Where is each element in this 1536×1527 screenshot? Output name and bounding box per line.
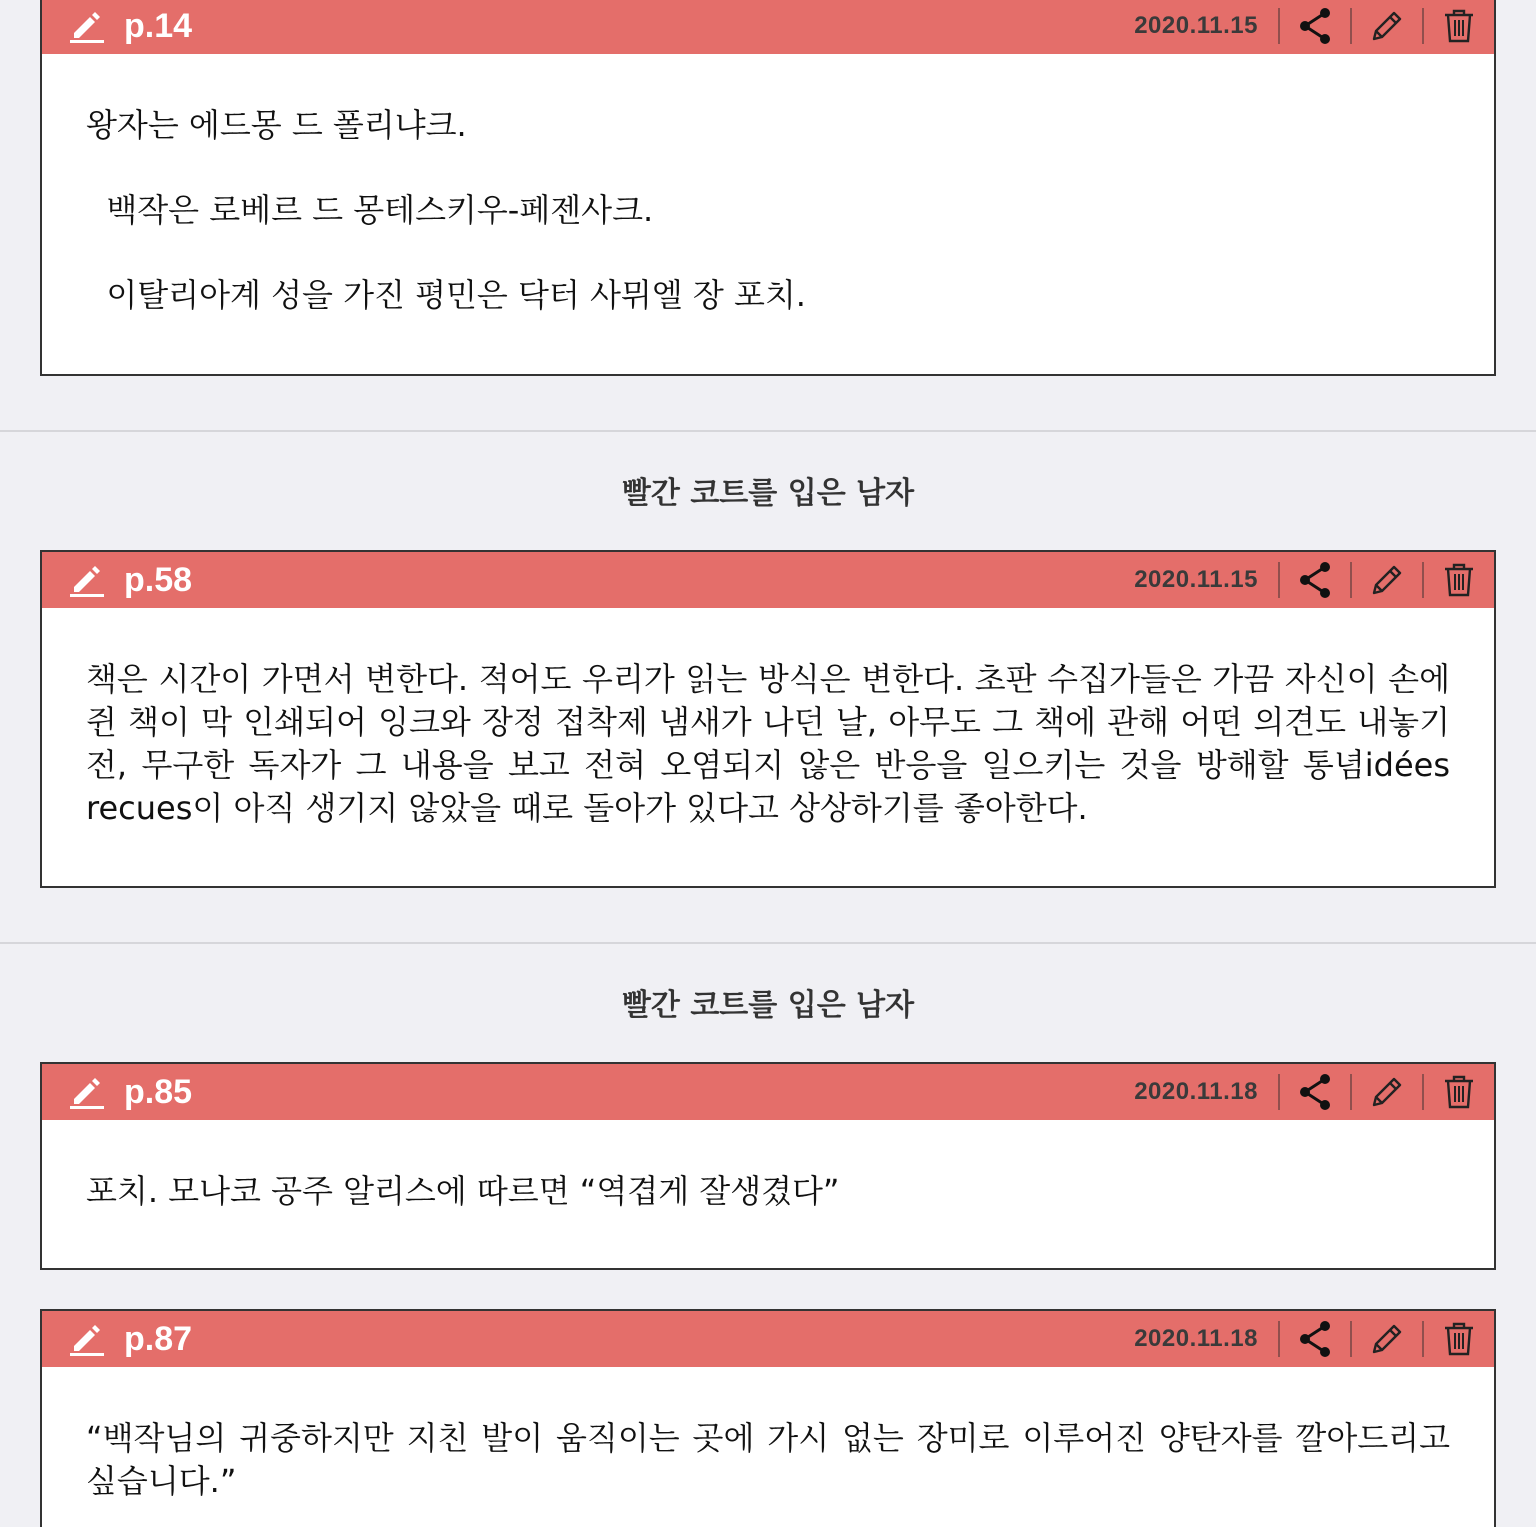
delete-button[interactable] [1424, 0, 1494, 54]
page-number: p.87 [124, 1319, 193, 1358]
quote-text [42, 1367, 1494, 1503]
edit-button[interactable] [1352, 1311, 1422, 1367]
quote-text [42, 1120, 1494, 1213]
book-title: 빨간 코트를 입은 남자 [621, 476, 915, 511]
share-icon [1297, 1320, 1333, 1358]
divider-line [1278, 8, 1280, 44]
pencil-icon [1370, 1322, 1404, 1356]
divider-line [1422, 562, 1424, 598]
divider-line [1350, 562, 1352, 598]
book-title: 빨간 코트를 입은 남자 [621, 988, 915, 1023]
quote-paragraph: 포치. 모나코 공주 알리스에 따르면 “역겹게 잘생겼다” [86, 1172, 840, 1210]
divider-line [1422, 8, 1424, 44]
page-number: p.14 [124, 6, 193, 45]
quote-paragraph: 이탈리아계 성을 가진 평민은 닥터 사뮈엘 장 포치. [86, 276, 806, 314]
edit-button[interactable] [1352, 0, 1422, 54]
trash-icon [1443, 1074, 1475, 1110]
divider-line [1278, 562, 1280, 598]
quote-card [40, 550, 1496, 888]
card-actions [1134, 1064, 1494, 1120]
quote-paragraph: 왕자는 에드몽 드 폴리냐크. [86, 106, 467, 144]
delete-button[interactable] [1424, 1311, 1494, 1367]
quote-text [42, 608, 1494, 830]
share-button[interactable] [1280, 552, 1350, 608]
pencil-icon [1370, 1075, 1404, 1109]
quote-paragraph: “백작님의 귀중하지만 지친 발이 움직이는 곳에 가시 없는 장미로 이루어진 양탄자를 깔아드리고 싶습니다.” [86, 1419, 1461, 1500]
quote-paragraph: 책은 시간이 가면서 변한다. 적어도 우리가 읽는 방식은 변한다. 초판 수집가들은 가끔 자신이 손에 쥔 책이 막 인쇄되어 잉크와 장정 접착제 냄새가 나던 날, 아무도 그 책에 관해 어떤 의견도 내놓기 전, 무구한 독자가 그 내용을 보고 전혀 오염되지 않은 반응을 일으키는 것을 방해할 통념idées recues이 아직 생기지 않았을 때로 돌아가 있다고 상상하기를 좋아한다. [86, 660, 1461, 827]
delete-button[interactable] [1424, 552, 1494, 608]
page-number-label [70, 552, 192, 608]
section-divider [0, 430, 1536, 432]
note-date: 2020.11.15 [1134, 12, 1258, 39]
trash-icon [1443, 562, 1475, 598]
page-number-label [70, 0, 192, 54]
pencil-icon [1370, 563, 1404, 597]
delete-button[interactable] [1424, 1064, 1494, 1120]
quote-card [40, 0, 1496, 376]
trash-icon [1443, 1321, 1475, 1357]
divider-line [1422, 1321, 1424, 1357]
card-actions [1134, 552, 1494, 608]
quote-card [40, 1309, 1496, 1527]
page-number: p.58 [124, 560, 193, 599]
divider-line [1278, 1321, 1280, 1357]
edit-pencil-underline-icon [70, 9, 104, 43]
edit-pencil-underline-icon [70, 563, 104, 597]
page-number-label [70, 1311, 192, 1367]
quote-card [40, 1062, 1496, 1270]
divider-line [1278, 1074, 1280, 1110]
share-button[interactable] [1280, 1311, 1350, 1367]
pencil-icon [1370, 9, 1404, 43]
divider-line [1350, 1074, 1352, 1110]
share-button[interactable] [1280, 1064, 1350, 1120]
card-actions [1134, 0, 1494, 54]
share-icon [1297, 561, 1333, 599]
quote-card-header [42, 1311, 1494, 1367]
quote-paragraph: 백작은 로베르 드 몽테스키우-페젠사크. [86, 191, 654, 229]
share-icon [1297, 7, 1333, 45]
divider-line [1350, 1321, 1352, 1357]
share-button[interactable] [1280, 0, 1350, 54]
edit-button[interactable] [1352, 1064, 1422, 1120]
edit-pencil-underline-icon [70, 1075, 104, 1109]
quote-card-header [42, 1064, 1494, 1120]
quote-card-header [42, 552, 1494, 608]
page-number: p.85 [124, 1072, 193, 1111]
trash-icon [1443, 8, 1475, 44]
quote-card-header [42, 0, 1494, 54]
divider-line [1350, 8, 1352, 44]
edit-button[interactable] [1352, 552, 1422, 608]
note-date: 2020.11.15 [1134, 566, 1258, 593]
quote-text [42, 54, 1494, 317]
note-date: 2020.11.18 [1134, 1325, 1258, 1352]
divider-line [1422, 1074, 1424, 1110]
card-actions [1134, 1311, 1494, 1367]
edit-pencil-underline-icon [70, 1322, 104, 1356]
section-divider [0, 942, 1536, 944]
note-date: 2020.11.18 [1134, 1078, 1258, 1105]
page-number-label [70, 1064, 192, 1120]
share-icon [1297, 1073, 1333, 1111]
